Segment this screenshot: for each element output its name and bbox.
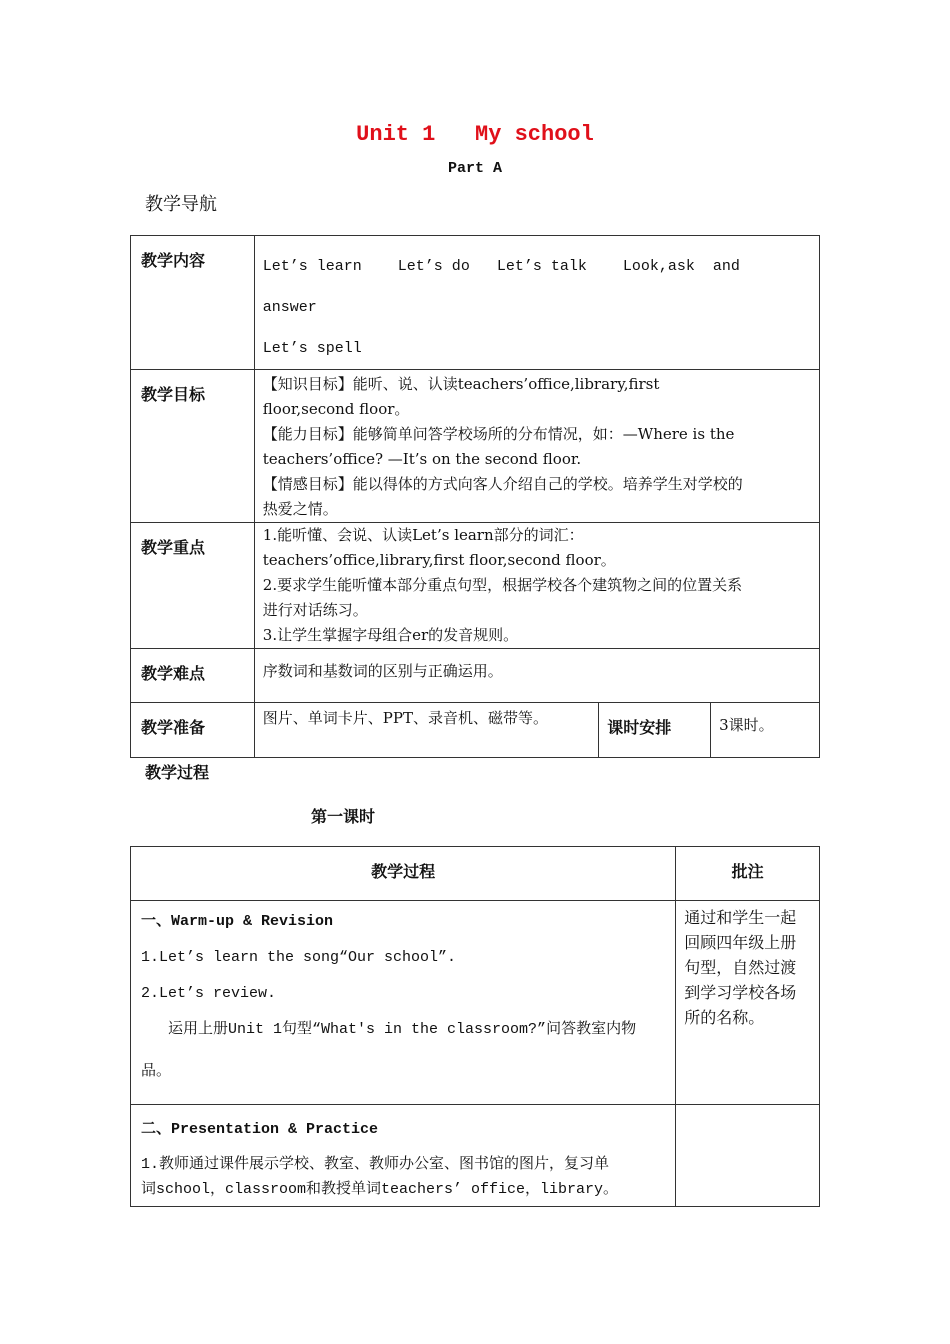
objectives-label: 教学目标 (131, 370, 255, 523)
content-line: Let’s learn Let’s do Let’s talk Look,ask and answer (262, 258, 758, 316)
presentation-row (131, 1105, 820, 1207)
difficulty-row (131, 649, 820, 703)
objective-line: teachers’office? —It’s on the second floor. (262, 450, 582, 468)
notes-column-header: 批注 (676, 847, 820, 901)
objective-line: 【情感目标】能以得体的方式向客人介绍自己的学校。培养学生对学校的 (262, 475, 743, 493)
presentation-item: 词school，classroom和教授单词teachers’ office，library。 (141, 1181, 619, 1198)
key-points-cell (254, 523, 819, 649)
key-points-row (131, 523, 820, 649)
document-title: Unit 1 My school (356, 122, 594, 147)
content-label: 教学内容 (131, 236, 255, 370)
schedule-label: 课时安排 (599, 703, 711, 758)
process-column-header: 教学过程 (131, 847, 676, 901)
presentation-note (676, 1105, 820, 1207)
warmup-note: 通过和学生一起回顾四年级上册句型，自然过渡到学习学校各场所的名称。 (676, 901, 820, 1105)
key-point-line: 1.能听懂、会说、认读Let’s learn部分的词汇： (262, 526, 584, 544)
content-cell (254, 236, 819, 370)
teaching-navigation-heading: 教学导航 (145, 194, 217, 215)
presentation-cell (131, 1105, 676, 1207)
warmup-title: 一、Warm-up & Revision (141, 913, 334, 930)
objective-line: 热爱之情。 (262, 500, 338, 518)
key-point-line: teachers’office,library,first floor,second floor。 (262, 551, 616, 569)
objectives-cell (254, 370, 819, 523)
warmup-item: 2.Let’s review. (141, 985, 277, 1002)
schedule-text: 3课时。 (711, 703, 820, 758)
process-table (130, 846, 820, 1207)
overview-table (130, 235, 820, 758)
objective-line: 【能力目标】能够简单问答学校场所的分布情况，如：—Where is the (262, 425, 735, 443)
document-subtitle: Part A (447, 160, 502, 177)
presentation-title: 二、Presentation & Practice (141, 1121, 379, 1138)
objective-line: 【知识目标】能听、说、认读teachers’office,library,first (262, 375, 660, 393)
warmup-paragraph: 品。 (141, 1063, 172, 1080)
process-header-row (131, 847, 820, 901)
presentation-item: 1.教师通过课件展示学校、教室、教师办公室、图书馆的图片，复习单 (141, 1156, 610, 1173)
key-point-line: 2.要求学生能听懂本部分重点句型，根据学校各个建筑物之间的位置关系 (262, 576, 743, 594)
warmup-item: 1.Let’s learn the song“Our school”. (141, 949, 457, 966)
key-point-line: 3.让学生掌握字母组合er的发音规则。 (262, 626, 519, 644)
process-heading: 教学过程 (145, 763, 210, 782)
objective-line: floor,second floor。 (262, 400, 410, 418)
difficulty-label: 教学难点 (131, 649, 255, 703)
warmup-row (131, 901, 820, 1105)
key-point-line: 进行对话练习。 (262, 601, 368, 619)
objectives-row (131, 370, 820, 523)
key-points-label: 教学重点 (131, 523, 255, 649)
difficulty-text: 序数词和基数词的区别与正确运用。 (254, 649, 819, 703)
content-row (131, 236, 820, 370)
prep-row (131, 703, 820, 758)
prep-text: 图片、单词卡片、PPT、录音机、磁带等。 (254, 703, 598, 758)
lesson-heading: 第一课时 (311, 807, 376, 826)
warmup-cell (131, 901, 676, 1105)
prep-label: 教学准备 (131, 703, 255, 758)
content-line: Let’s spell (262, 340, 362, 357)
warmup-paragraph: 运用上册Unit 1句型“What's in the classroom?”问答教室内物 (141, 1021, 637, 1038)
